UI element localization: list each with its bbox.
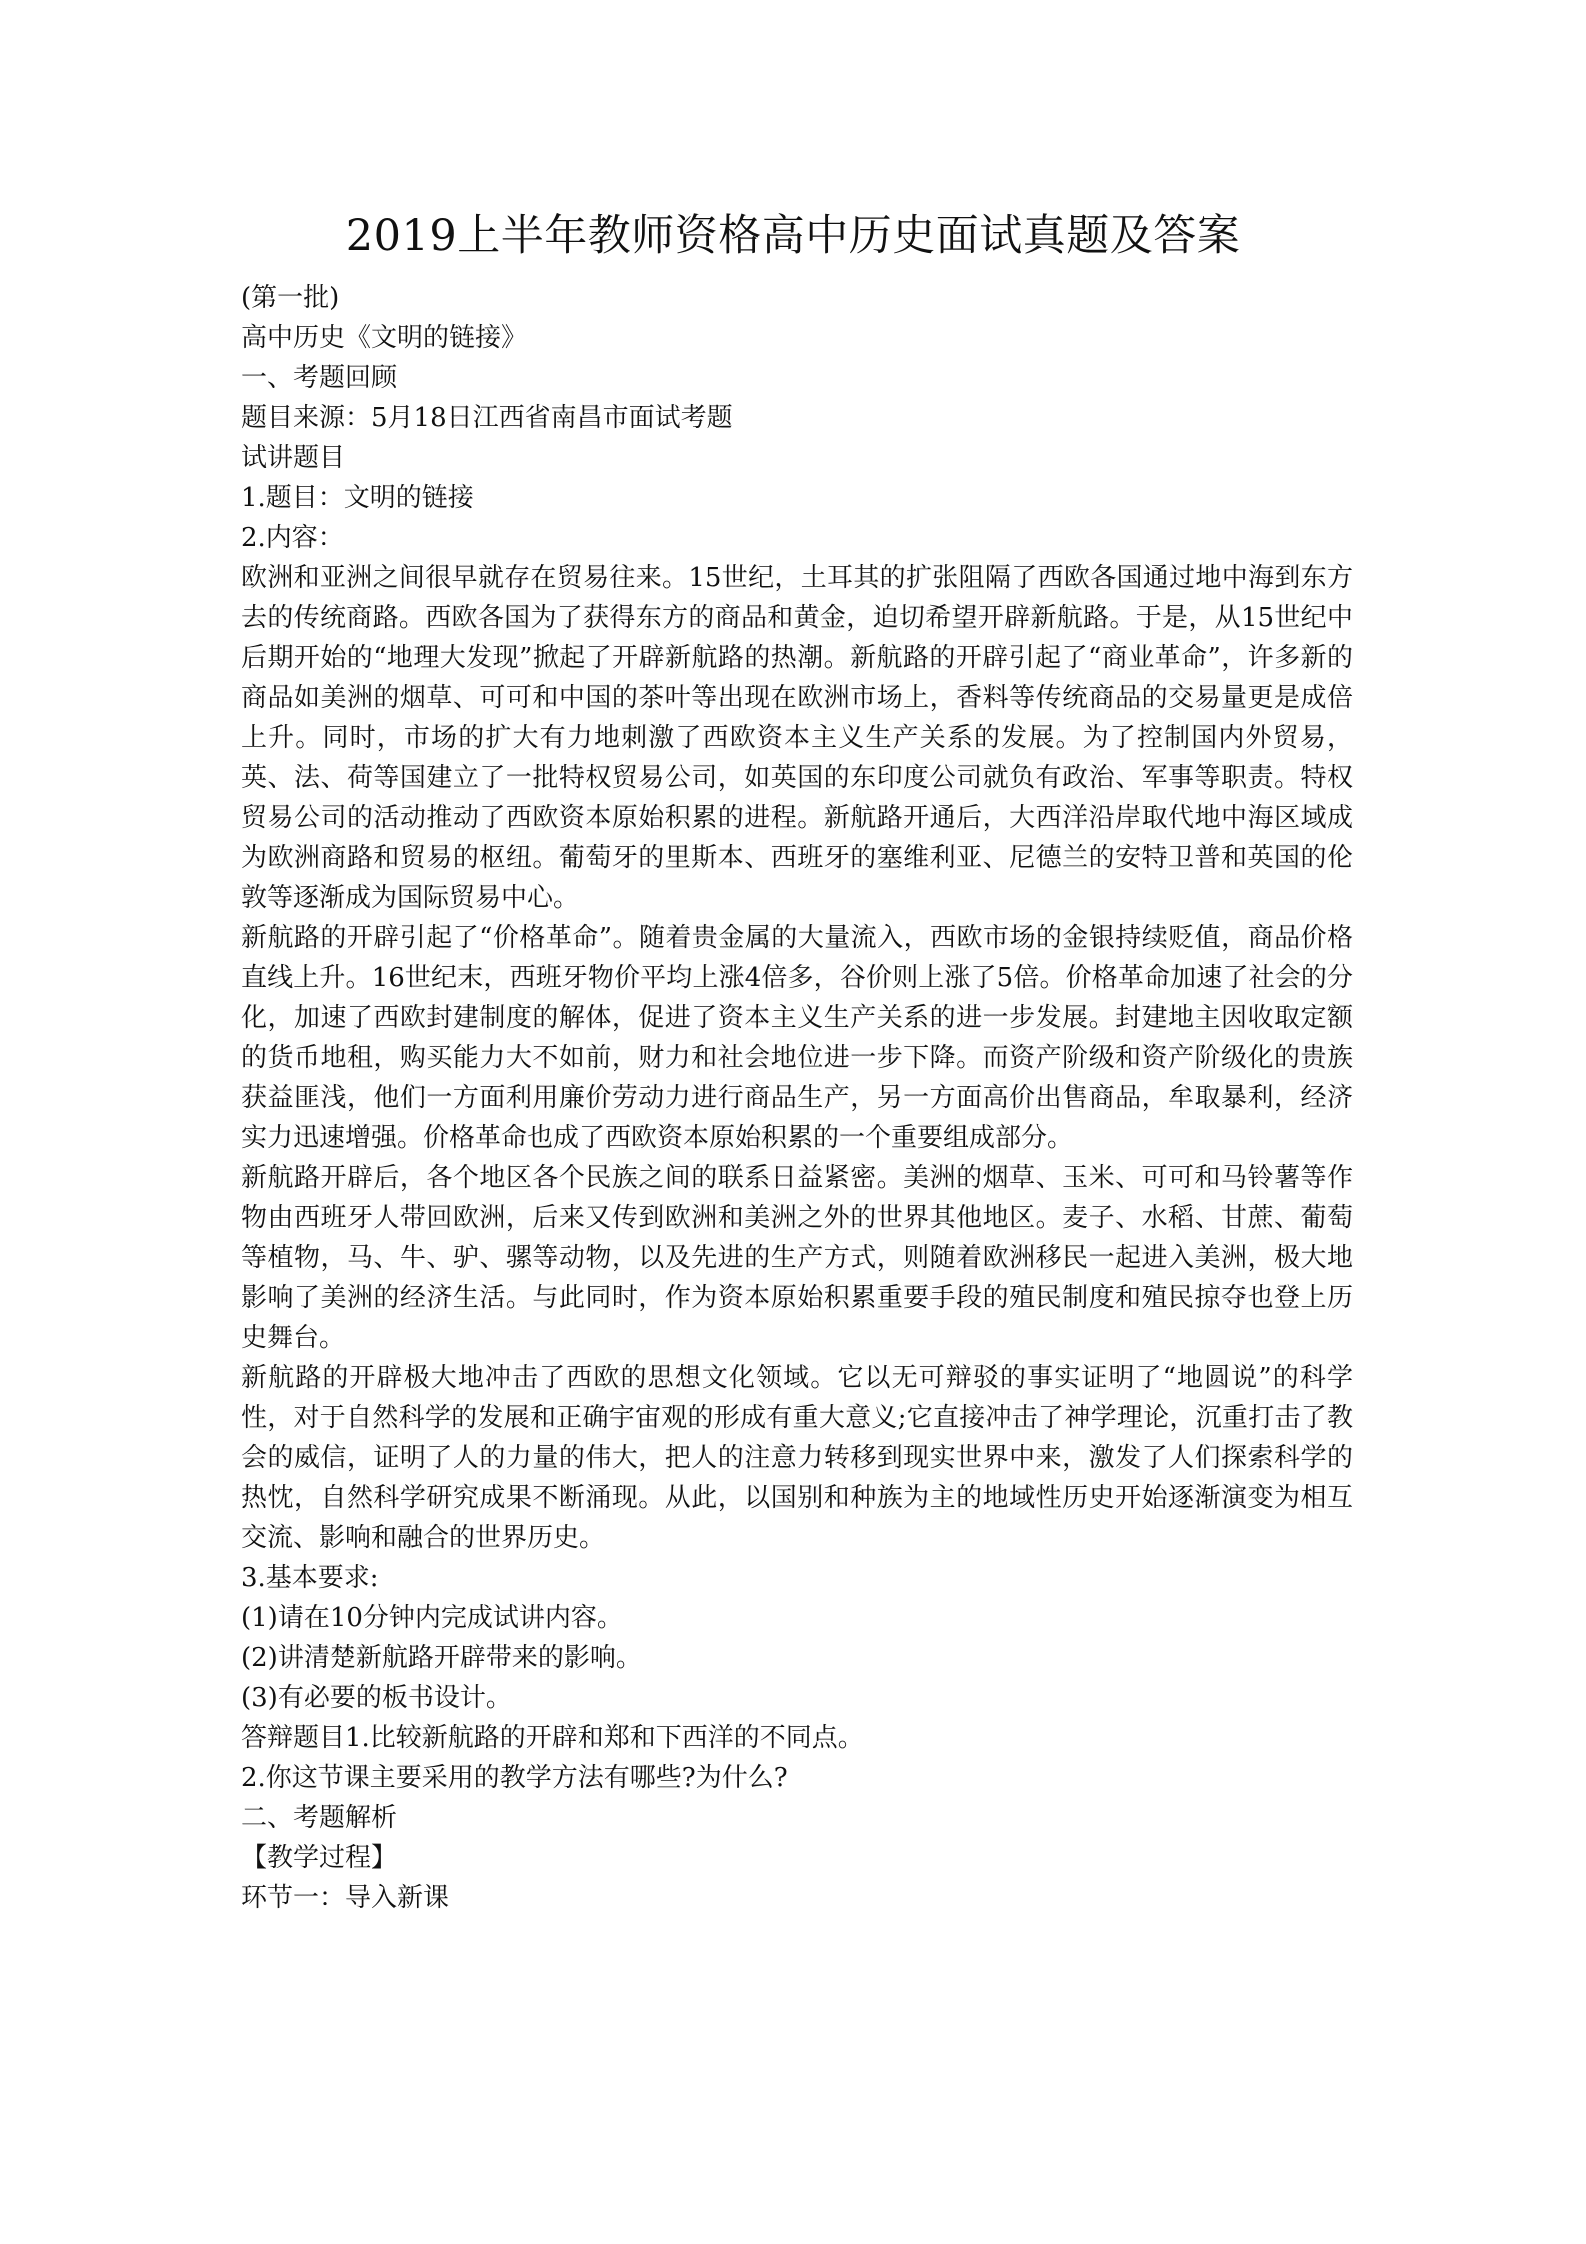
document-title: 2019上半年教师资格高中历史面试真题及答案: [345, 211, 1241, 261]
step-one-heading: 环节一：导入新课: [241, 1883, 450, 1913]
section-heading-analysis: 二、考题解析: [241, 1803, 398, 1833]
teaching-process-heading: 【教学过程】: [241, 1843, 398, 1873]
trial-lecture-heading: 试讲题目: [241, 443, 346, 473]
body-paragraph: 新航路开辟后，各个地区各个民族之间的联系日益紧密。美洲的烟草、玉米、可可和马铃薯等作物由西班牙人带回欧洲，后来又传到欧洲和美洲之外的世界其他地区。麦子、水稻、甘蔗、葡萄等植物，马、牛、驴、骡等动物，以及先进的生产方式，则随着欧洲移民一起进入美洲，极大地影响了美洲的经济生活。与此同时，作为资本原始积累重要手段的殖民制度和殖民掠夺也登上历史舞台。: [241, 1163, 1353, 1353]
lesson-title: 高中历史《文明的链接》: [241, 323, 528, 353]
body-paragraph: 新航路的开辟引起了“价格革命”。随着贵金属的大量流入，西欧市场的金银持续贬值，商品价格直线上升。16世纪末，西班牙物价平均上涨4倍多，谷价则上涨了5倍。价格革命加速了社会的分化，加速了西欧封建制度的解体，促进了资本主义生产关系的进一步发展。封建地主因收取定额的货币地租，购买能力大不如前，财力和社会地位进一步下降。而资产阶级和资产阶级化的贵族获益匪浅，他们一方面利用廉价劳动力进行商品生产，另一方面高价出售商品，牟取暴利，经济实力迅速增强。价格革命也成了西欧资本原始积累的一个重要组成部分。: [241, 923, 1353, 1153]
requirement-item: (1)请在10分钟内完成试讲内容。: [241, 1603, 623, 1633]
content-label: 2.内容：: [241, 523, 344, 553]
question-source: 题目来源：5月18日江西省南昌市面试考题: [241, 403, 733, 433]
document-body: [241, 278, 1353, 1918]
section-heading-review: 一、考题回顾: [241, 363, 398, 393]
body-paragraph: 新航路的开辟极大地冲击了西欧的思想文化领域。它以无可辩驳的事实证明了“地圆说”的科学性，对于自然科学的发展和正确宇宙观的形成有重大意义;它直接冲击了神学理论，沉重打击了教会的威信，证明了人的力量的伟大，把人的注意力转移到现实世界中来，激发了人们探索科学的热忱，自然科学研究成果不断涌现。从此，以国别和种族为主的地域性历史开始逐渐演变为相互交流、影响和融合的世界历史。: [241, 1363, 1353, 1553]
body-paragraph: 欧洲和亚洲之间很早就存在贸易往来。15世纪，土耳其的扩张阻隔了西欧各国通过地中海到东方去的传统商路。西欧各国为了获得东方的商品和黄金，迫切希望开辟新航路。于是，从15世纪中后期开始的“地理大发现”掀起了开辟新航路的热潮。新航路的开辟引起了“商业革命”，许多新的商品如美洲的烟草、可可和中国的茶叶等出现在欧洲市场上，香料等传统商品的交易量更是成倍上升。同时，市场的扩大有力地刺激了西欧资本主义生产关系的发展。为了控制国内外贸易，英、法、荷等国建立了一批特权贸易公司，如英国的东印度公司就负有政治、军事等职责。特权贸易公司的活动推动了西欧资本原始积累的进程。新航路开通后，大西洋沿岸取代地中海区域成为欧洲商路和贸易的枢纽。葡萄牙的里斯本、西班牙的塞维利亚、尼德兰的安特卫普和英国的伦敦等逐渐成为国际贸易中心。: [241, 563, 1353, 913]
requirements-heading: 3.基本要求:: [241, 1563, 379, 1593]
defense-question: 2.你这节课主要采用的教学方法有哪些?为什么?: [241, 1763, 788, 1793]
defense-question: 答辩题目1.比较新航路的开辟和郑和下西洋的不同点。: [241, 1723, 864, 1753]
requirement-item: (3)有必要的板书设计。: [241, 1683, 512, 1713]
batch-label: (第一批): [241, 283, 340, 313]
topic-line: 1.题目：文明的链接: [241, 483, 474, 513]
requirement-item: (2)讲清楚新航路开辟带来的影响。: [241, 1643, 642, 1673]
